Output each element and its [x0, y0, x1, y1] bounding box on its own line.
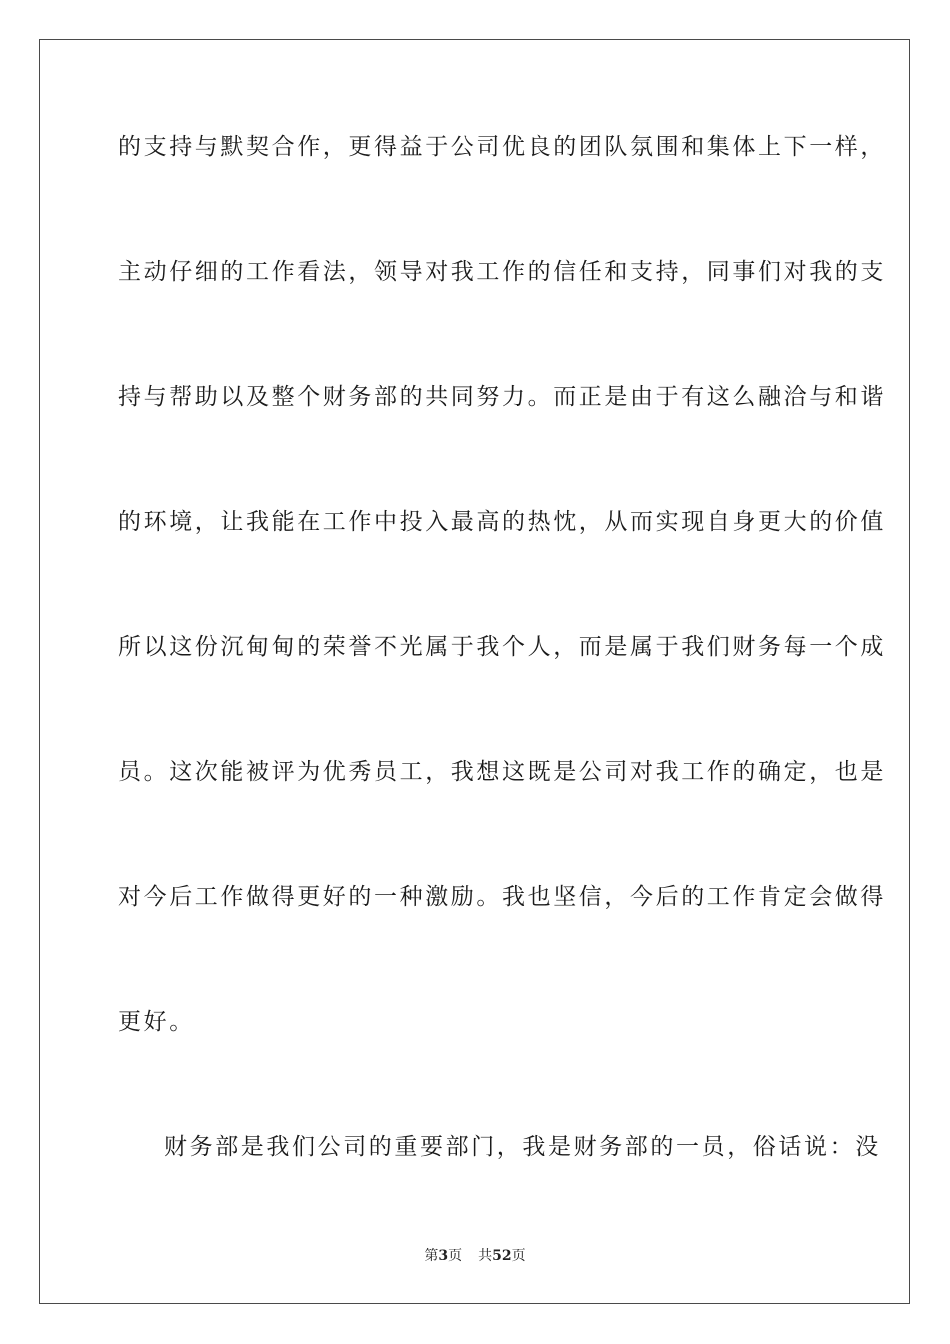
- text-line: 主动仔细的工作看法，领导对我工作的信任和支持，同事们对我的支: [118, 259, 886, 285]
- text-line: 所以这份沉甸甸的荣誉不光属于我个人，而是属于我们财务每一个成: [118, 634, 886, 660]
- text-line: 对今后工作做得更好的一种激励。我也坚信，今后的工作肯定会做得: [118, 884, 886, 910]
- total-prefix: 共: [478, 1248, 493, 1264]
- text-line: 更好。: [118, 1009, 195, 1035]
- text-line: 的支持与默契合作，更得益于公司优良的团队氛围和集体上下一样，: [118, 134, 886, 160]
- paragraph-start-line: 财务部是我们公司的重要部门，我是财务部的一员，俗话说：没: [164, 1134, 881, 1160]
- page-footer: [0, 1247, 950, 1265]
- text-line: 持与帮助以及整个财务部的共同努力。而正是由于有这么融洽与和谐: [118, 384, 886, 410]
- page-number: 3: [438, 1248, 449, 1264]
- page-border: [39, 39, 910, 1304]
- text-line: 的环境，让我能在工作中投入最高的热忱，从而实现自身更大的价值: [118, 509, 886, 535]
- total-pages: 52: [492, 1248, 512, 1264]
- text-line: 员。这次能被评为优秀员工，我想这既是公司对我工作的确定，也是: [118, 759, 886, 785]
- page-suffix: 页: [448, 1248, 463, 1264]
- total-suffix: 页: [511, 1248, 526, 1264]
- page-prefix: 第: [424, 1248, 439, 1264]
